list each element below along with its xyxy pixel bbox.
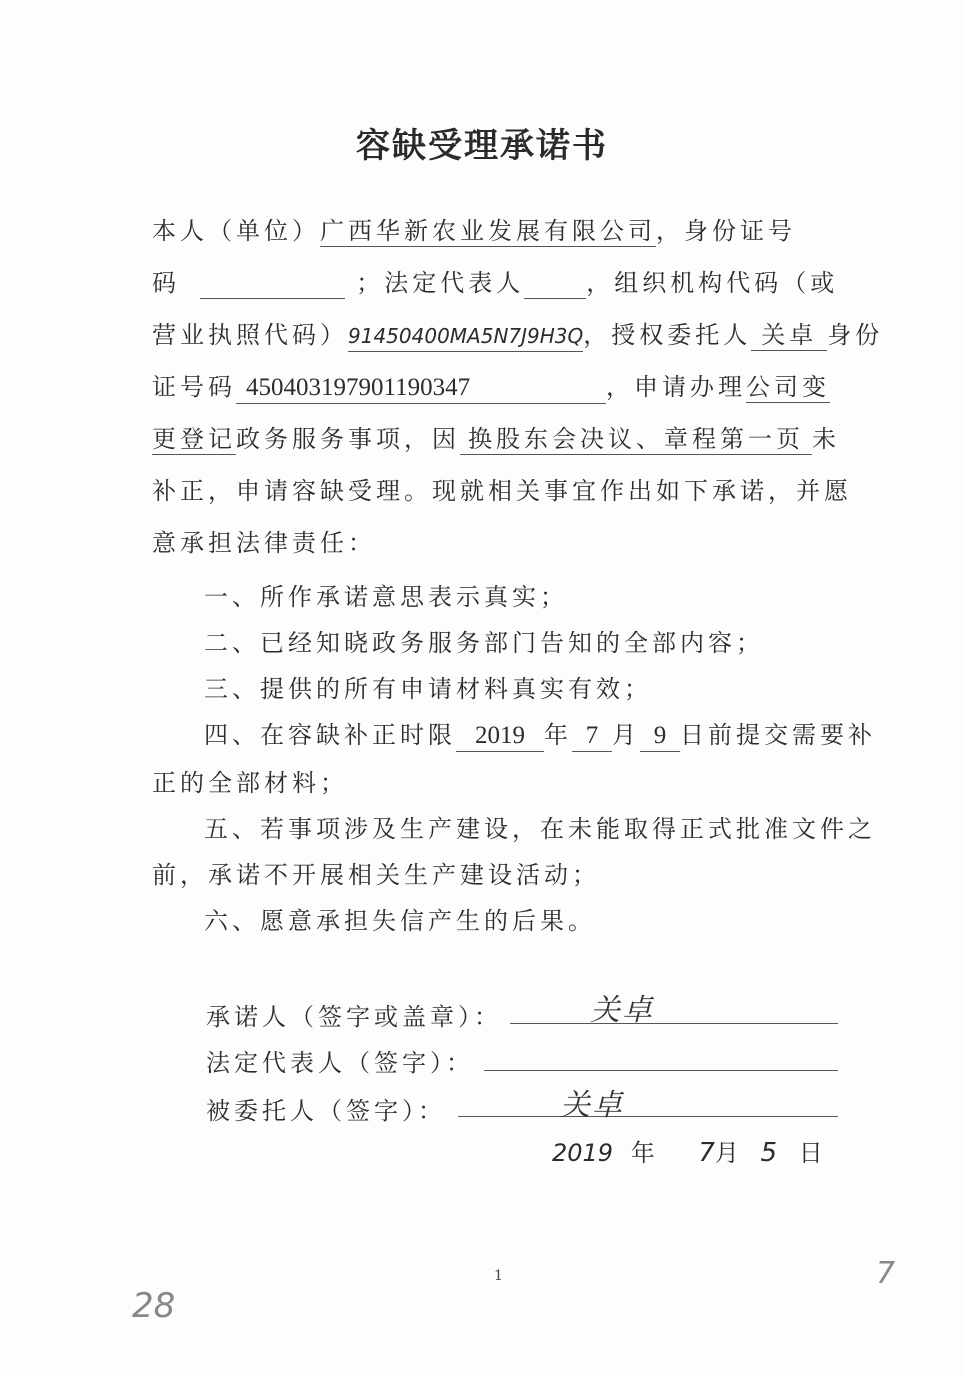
intro-line-6: 补正，申请容缺受理。现就相关事宜作出如下承诺，并愿 [152,477,852,505]
delegate-id-number: 450403197901190347 [236,373,606,404]
promise-item-5: 五、若事项涉及生产建设，在未能取得正式批准文件之 [204,815,876,843]
item4-text: 月 [612,721,640,749]
item4-text: 年 [544,721,572,749]
delegate-label: 被委托人（签字）： [206,1097,446,1125]
intro-text: ；法定代表人 [356,269,525,297]
deadline-day: 9 [640,721,680,752]
intro-text: 码 [152,269,180,297]
legal-rep-signature-line[interactable] [484,1070,838,1071]
intro-line-1 [152,214,796,248]
sign-year: 2019 [552,1139,614,1167]
item4-text: 四、在容缺补正时限 [204,721,456,749]
intro-line-3 [152,318,883,352]
intro-text: 政务服务事项，因 [236,425,460,453]
intro-text: 本人（单位） [152,217,320,245]
id-number-blank [200,268,345,299]
intro-line-4 [152,370,830,404]
legal-rep-blank [524,268,586,299]
missing-reason: 换股东会决议、章程第一页 [460,424,812,455]
promise-item-1: 一、所作承诺意思表示真实； [204,583,568,611]
signature-date [552,1136,827,1170]
company-name: 广西华新农业发展有限公司 [320,217,656,245]
document-title: 容缺受理承诺书 [356,126,608,166]
sign-day-label: 日 [798,1139,827,1167]
sign-month-label: 月 [714,1139,743,1167]
margin-note-right: 7 [876,1256,896,1291]
intro-text: ，申请办理 [606,373,746,401]
intro-text: 未 [812,425,840,453]
promisor-signature: 关卓 [590,993,654,1028]
promise-item-5-cont: 前，承诺不开展相关生产建设活动； [152,861,600,889]
deadline-month: 7 [572,721,612,752]
delegate-signature-line[interactable] [458,1116,838,1117]
delegate-name: 关卓 [751,320,827,351]
intro-text: 营业执照代码） [152,321,348,349]
legal-rep-label: 法定代表人（签字）： [206,1049,474,1077]
org-code: 91450400MA5N7J9H3Q [348,321,583,352]
promise-item-3: 三、提供的所有申请材料真实有效； [204,675,652,703]
matter-name-part1: 公司变 [746,373,830,401]
promise-item-2: 二、已经知晓政务服务部门告知的全部内容； [204,629,764,657]
promisor-label: 承诺人（签字或盖章）： [206,1003,502,1031]
intro-text: ，身份证号 [656,217,796,245]
intro-line-7: 意承担法律责任： [152,529,376,557]
sign-month: 7 [698,1138,715,1168]
promise-item-6: 六、愿意承担失信产生的后果。 [204,907,596,935]
matter-name-part2: 更登记 [152,425,236,453]
page-number: 1 [494,1268,503,1284]
sign-year-label: 年 [630,1139,659,1167]
intro-text: 身份 [827,321,884,349]
sign-day: 5 [760,1138,778,1168]
margin-note-left: 28 [132,1286,176,1326]
intro-text: 证号码 [152,373,236,401]
promisor-signature-line[interactable] [510,1023,838,1024]
item4-text: 日前提交需要补 [680,721,876,749]
delegate-signature: 关卓 [560,1088,624,1123]
promise-item-4-cont: 正的全部材料； [152,769,348,797]
intro-text: ，组织机构代码（或 [586,269,839,297]
deadline-year: 2019 [456,721,544,752]
intro-text: ，授权委托人 [583,321,752,349]
promise-item-4 [204,718,876,752]
intro-line-5 [152,422,840,456]
intro-line-2 [152,266,838,300]
